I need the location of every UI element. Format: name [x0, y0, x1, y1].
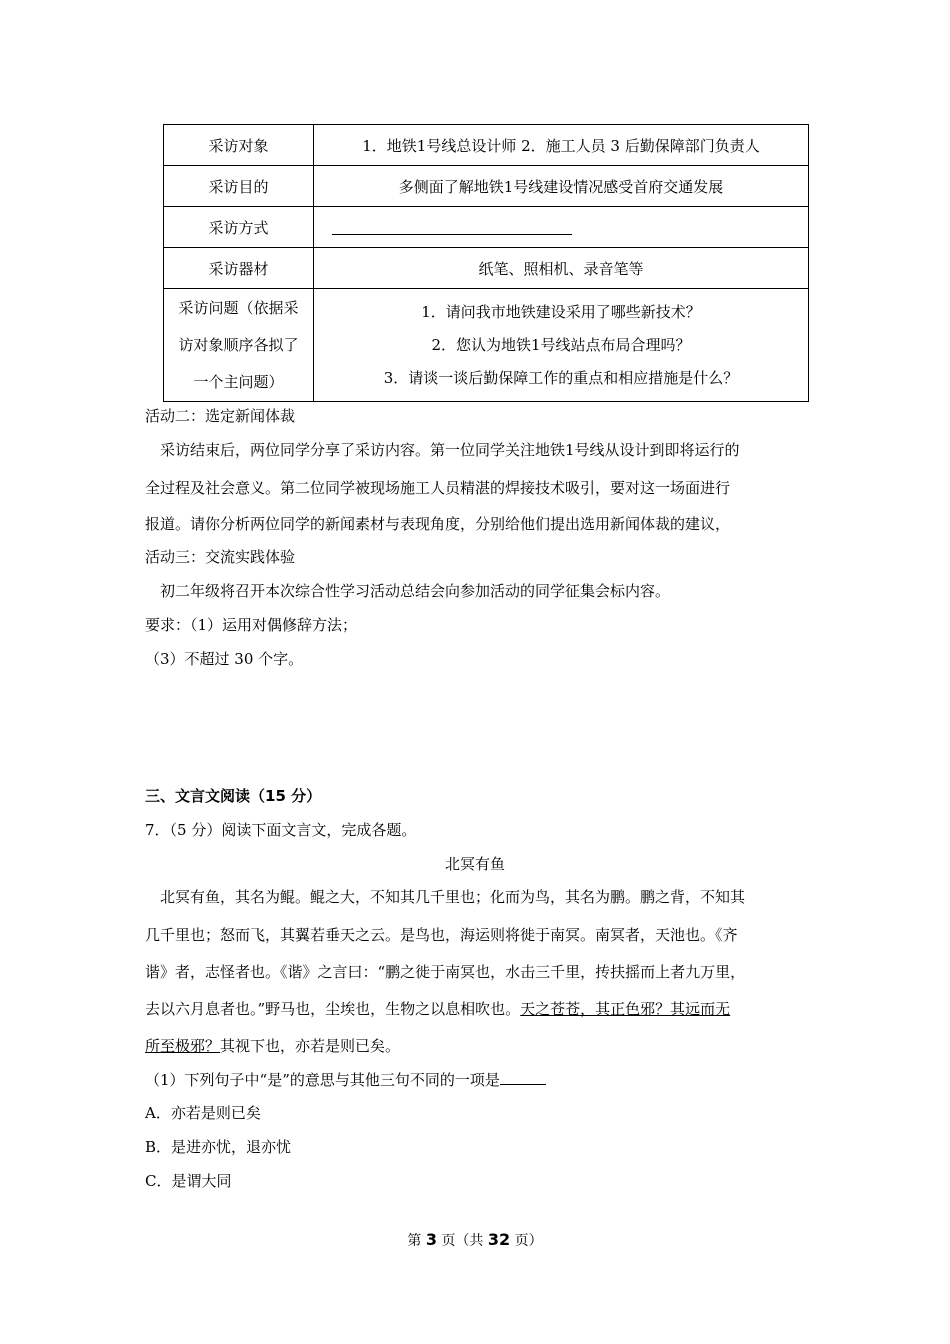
passage-line: 北冥有鱼，其名为鲲。鲲之大，不知其几千里也；化而为鸟，其名为鹏。鹏之背，不知其	[160, 888, 746, 906]
table-row	[164, 248, 809, 289]
question-item: 3．请谈一谈后勤保障工作的重点和相应措施是什么？	[383, 368, 739, 387]
passage-title: 北冥有鱼	[444, 855, 505, 873]
paragraph-line: 全过程及社会意义。第二位同学被现场施工人员精湛的焊接技术吸引，要对这一场面进行	[145, 479, 731, 497]
row-label: 采访对象	[164, 125, 314, 166]
passage-line: 去以六月息者也。”野马也，尘埃也，生物之以息相吹也。天之苍苍，其正色邪？其远而无	[145, 1000, 731, 1018]
question-7: 7．（5 分）阅读下面文言文，完成各题。	[145, 821, 417, 839]
page-footer: 第 3 页（共 32 页）	[407, 1230, 543, 1249]
table-row	[164, 166, 809, 207]
row-label: 采访器材	[164, 248, 314, 289]
question-item: 1．请问我市地铁建设采用了哪些新技术？	[421, 302, 701, 321]
page-total: 32	[487, 1230, 511, 1249]
requirement-line: （3）不超过 30 个字。	[145, 650, 304, 668]
interview-table	[163, 124, 809, 402]
table-row	[164, 125, 809, 166]
row-value: 多侧面了解地铁1号线建设情况感受首府交通发展	[314, 166, 809, 207]
row-value: 1．地铁1号线总设计师 2．施工人员 3 后勤保障部门负责人	[314, 125, 809, 166]
paragraph-line: 采访结束后，两位同学分享了采访内容。第一位同学关注地铁1号线从设计到即将运行的	[160, 441, 740, 459]
option-c: C．是谓大同	[145, 1172, 232, 1190]
underlined-text: 所至极邪？	[145, 1037, 221, 1055]
row-value: 纸笔、照相机、录音笔等	[314, 248, 809, 289]
passage-line: 谐》者，志怪者也。《谐》之言曰：“鹏之徙于南冥也，水击三千里，抟扶摇而上者九万里，	[145, 963, 746, 981]
paragraph-line: 初二年级将召开本次综合性学习活动总结会向参加活动的同学征集会标内容。	[160, 582, 671, 600]
section-title: 三、文言文阅读（15 分）	[145, 787, 322, 805]
answer-blank-line[interactable]	[332, 220, 572, 235]
option-a: A．亦若是则已矣	[145, 1104, 261, 1122]
activity2-title: 活动二：选定新闻体裁	[145, 407, 296, 425]
table-row	[164, 207, 809, 248]
passage-line: 所至极邪？其视下也，亦若是则已矣。	[145, 1037, 401, 1055]
paragraph-line: 报道。请你分析两位同学的新闻素材与表现角度，分别给他们提出选用新闻体裁的建议，	[145, 515, 731, 533]
table-row	[164, 289, 809, 402]
option-b: B．是进亦忧，退亦忧	[145, 1138, 292, 1156]
question-row-label: 采访问题（依据采 访对象顺序各拟了 一个主问题）	[164, 289, 314, 402]
page-number: 3	[425, 1230, 437, 1249]
answer-blank[interactable]	[500, 1070, 546, 1085]
question-item: 2．您认为地铁1号线站点布局合理吗？	[431, 335, 691, 354]
sub-question-1: （1）下列句子中“是”的意思与其他三句不同的一项是	[145, 1069, 546, 1090]
requirement-line: 要求：（1）运用对偶修辞方法；	[145, 616, 358, 634]
activity3-title: 活动三：交流实践体验	[145, 548, 296, 566]
row-label: 采访方式	[164, 207, 314, 248]
question-list	[314, 289, 809, 402]
answer-blank-cell[interactable]	[314, 207, 809, 248]
row-label: 采访目的	[164, 166, 314, 207]
underlined-text: 天之苍苍，其正色邪？其远而无	[520, 1000, 731, 1018]
passage-line: 几千里也；怒而飞，其翼若垂天之云。是鸟也，海运则将徙于南冥。南冥者，天池也。《齐	[145, 926, 738, 944]
